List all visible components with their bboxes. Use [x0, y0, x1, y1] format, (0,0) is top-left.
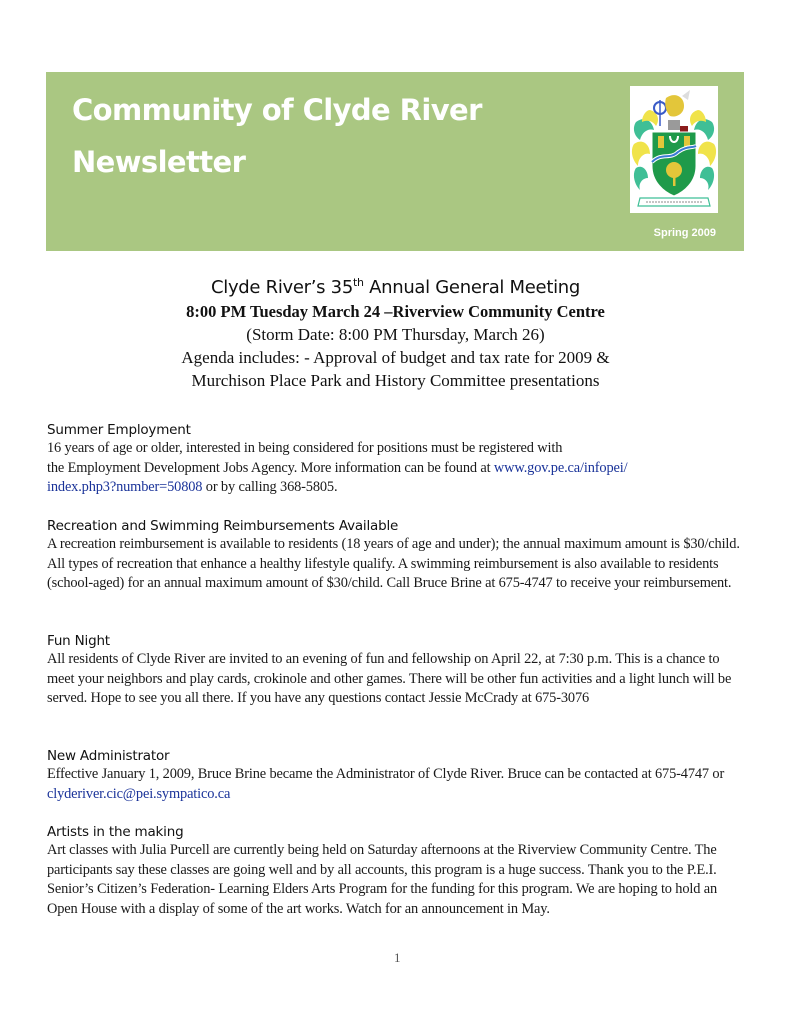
- issue-date: Spring 2009: [653, 227, 716, 239]
- section-body: Art classes with Julia Purcell are currently being held on Saturday afternoons at the Riverview Community Centre. The participants say these classes are going well and by all accounts, this program is a huge success. Thank you to the P.E.I. Senior’s Citizen’s Federation- Learning Elders Arts Program for the funding for this program. We are hoping to hold an Open House with a display of some of the art works. Watch for an announcement in May.: [47, 842, 718, 917]
- agm-title-ordinal: th: [352, 276, 364, 289]
- body-text: or by calling 368-5805.: [202, 479, 338, 496]
- agm-storm-date: (Storm Date: 8:00 PM Thursday, March 26): [246, 325, 545, 344]
- section-recreation: [47, 517, 747, 594]
- section-heading: New Administrator: [47, 748, 170, 764]
- agm-title-text: Clyde River’s 35: [210, 277, 353, 298]
- body-text: the Employment Development Jobs Agency. More information can be found at: [47, 459, 494, 476]
- coat-of-arms-icon: [630, 86, 718, 213]
- section-body: [47, 765, 747, 804]
- title-line-1: Community of Clyde River: [72, 93, 482, 127]
- title-line-2: Newsletter: [72, 145, 246, 179]
- agm-announcement: [0, 275, 791, 392]
- section-new-administrator: [47, 747, 747, 804]
- body-text: 16 years of age or older, interested in being considered for positions must be registered with: [47, 440, 563, 456]
- agm-datetime: 8:00 PM Tuesday March 24 –Riverview Community Centre: [186, 302, 605, 321]
- body-text: Effective January 1, 2009, Bruce Brine became the Administrator of Clyde River. Bruce can be contacted at 675-4747 or: [47, 766, 725, 782]
- newsletter-title: [72, 84, 482, 188]
- section-heading: Fun Night: [47, 633, 110, 649]
- agm-title-rest: Annual General Meeting: [363, 277, 581, 298]
- agm-agenda-line-2: Murchison Place Park and History Committee presentations: [191, 371, 600, 390]
- page-number: 1: [394, 950, 401, 965]
- section-heading: Recreation and Swimming Reimbursements Available: [47, 518, 399, 534]
- newsletter-banner: [46, 72, 744, 251]
- section-artists: [47, 823, 747, 919]
- agm-title: [0, 275, 791, 301]
- section-heading: Summer Employment: [47, 422, 191, 438]
- agm-agenda-line-1: Agenda includes: - Approval of budget and tax rate for 2009 &: [181, 348, 610, 367]
- email-link[interactable]: clyderiver.cic@pei.sympatico.ca: [47, 785, 231, 802]
- section-heading: Artists in the making: [47, 824, 184, 840]
- section-summer-employment: [47, 421, 747, 498]
- section-body: All residents of Clyde River are invited to an evening of fun and fellowship on April 22, at 7:30 p.m. This is a chance to meet your neighbors and play cards, crokinole and other games. There will be other fun activities and a light lunch will be served. Hope to see you all there. If you have any questions contact Jessie McCrady at 675-3076: [47, 651, 732, 707]
- link-text[interactable]: www.gov.pe.ca/infopei/: [493, 459, 628, 476]
- section-fun-night: [47, 632, 747, 709]
- section-body: [47, 439, 747, 498]
- section-body: A recreation reimbursement is available to residents (18 years of age and under); the annual maximum amount is $30/child. All types of recreation that enhance a healthy lifestyle qualify. A swimming reimbursement is also available to residents (school-aged) for an annual maximum amount of $30/child. Call Bruce Brine at 675-4747 to receive your reimbursement.: [47, 536, 740, 592]
- link-text[interactable]: index.php3?number=50808: [47, 479, 203, 496]
